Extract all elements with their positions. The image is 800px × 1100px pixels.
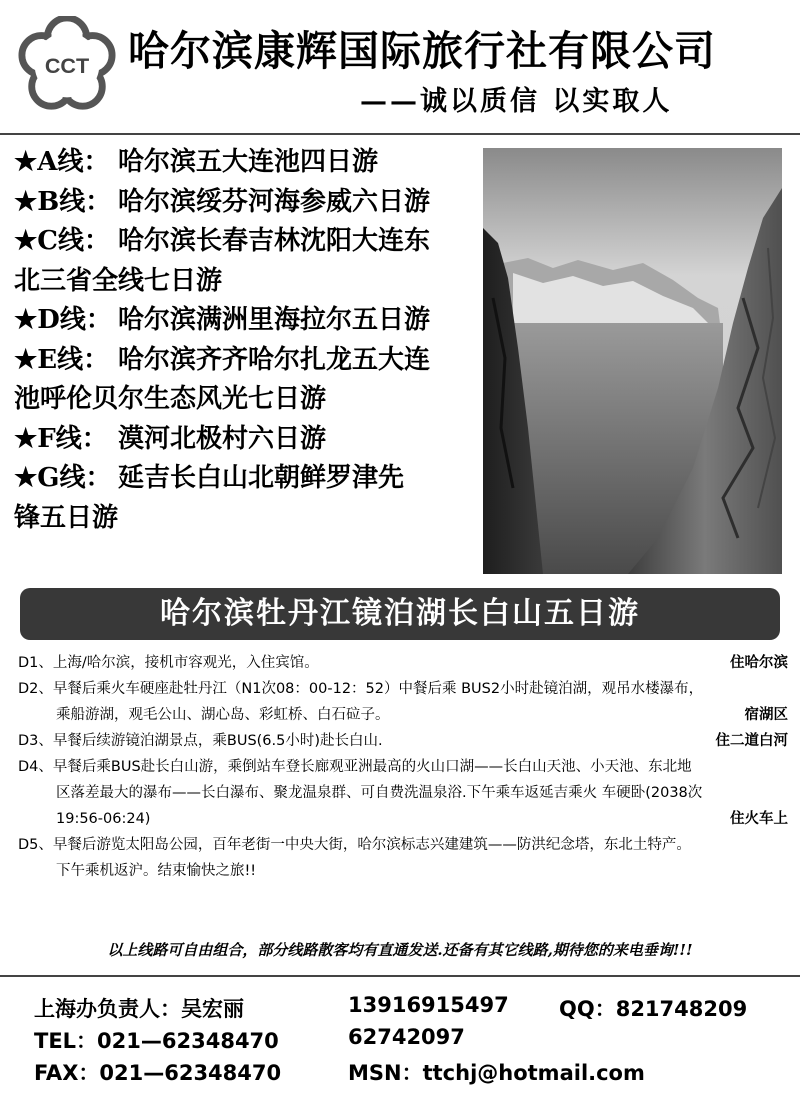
mobile-phone: 13916915497 [348,993,509,1017]
itinerary [18,650,788,884]
route-code: ★B线： [14,186,112,217]
contact-row-2 [34,1025,794,1053]
itinerary-line: 区落差最大的瀑布——长白瀑布、聚龙温泉群、可自费洗温泉浴.下午乘车返延吉乘火 车硬卧(2038次 [56,785,703,801]
route-item [14,459,484,499]
route-code: ★F线： [14,423,108,454]
itinerary-day [18,728,788,754]
itinerary-line: D3、早餐后续游镜泊湖景点，乘BUS(6.5小时)赴长白山. [18,733,383,749]
itinerary-line: D5、早餐后游览太阳岛公园，百年老街一中央大街，哈尔滨标志兴建建筑——防洪纪念塔，东北土特产。 [18,837,691,853]
accommodation: 住火车上 [730,811,788,827]
tel-number-2: 62742097 [348,1025,465,1049]
route-name: 池呼伦贝尔生态风光七日游 [14,384,327,414]
cct-logo-icon [18,16,116,114]
route-item [14,222,484,262]
route-name: 哈尔滨长春吉林沈阳大连东 [118,226,431,256]
contact-row-3 [34,1057,794,1085]
itinerary-line: 下午乘机返沪。结束愉快之旅!! [56,863,257,879]
logo-text: CCT [44,52,90,78]
header [0,0,800,133]
route-code: ★C线： [14,226,111,256]
route-name: 漠河北极村六日游 [118,423,327,454]
contact-row-1 [34,993,794,1021]
company-name: 哈尔滨康辉国际旅行社有限公司 [128,27,716,75]
route-name: 哈尔滨五大连池四日游 [118,147,379,177]
route-name: 锋五日游 [14,502,119,533]
accommodation: 住二道白河 [715,733,788,749]
route-code: ★E线： [14,344,110,375]
route-name: 北三省全线七日游 [14,265,223,296]
itinerary-line: D2、早餐后乘火车硬座赴牡丹江（N1次08：00-12：52）中餐后乘 BUS2小时赴镜泊湖，观吊水楼瀑布， [18,681,704,697]
qq-number: QQ：821748209 [559,997,748,1021]
tianchi-lake-photo [483,148,782,574]
fax-number: FAX：021—62348470 [34,1061,282,1085]
itinerary-day [18,754,788,832]
msn-address: MSN：ttchj@hotmail.com [348,1061,645,1085]
header-divider [0,133,800,135]
footer-divider [0,975,800,977]
itinerary-day [18,650,788,676]
route-item [14,262,484,302]
itinerary-day [18,832,788,884]
itinerary-line: D1、上海/哈尔滨，接机市容观光，入住宾馆。 [18,655,319,671]
route-item [14,143,484,183]
route-item [14,420,484,460]
note-text: 以上线路可自由组合，部分线路散客均有直通发送.还备有其它线路,期待您的来电垂询!!! [107,941,693,959]
accommodation: 住哈尔滨 [730,655,788,671]
route-name: 哈尔滨绥芬河海参威六日游 [118,186,431,217]
itinerary-line: 19:56-06:24) [56,811,151,827]
route-name: 哈尔滨满洲里海拉尔五日游 [118,305,431,335]
route-item [14,301,484,341]
contact-person: 上海办负责人：吴宏丽 [34,997,244,1021]
route-list [14,143,484,538]
route-code: ★A线： [14,147,110,177]
itinerary-day [18,676,788,728]
accommodation: 宿湖区 [744,707,788,723]
route-item [14,183,484,223]
itinerary-line: D4、早餐后乘BUS赴长白山游，乘倒站车登长廊观亚洲最高的火山口湖——长白山天池、小天池、东北地 [18,759,692,775]
route-name: 哈尔滨齐齐哈尔扎龙五大连 [118,344,431,375]
tel-number: TEL：021—62348470 [34,1029,279,1053]
route-name: 延吉长白山北朝鲜罗津先 [118,463,405,493]
route-code: ★G线： [14,463,112,493]
route-item [14,380,484,420]
route-item [14,499,484,539]
slogan: ——诚以质信 以实取人 [360,86,673,117]
route-code: ★D线： [14,305,112,335]
route-item [14,341,484,381]
tour-title-banner: 哈尔滨牡丹江镜泊湖长白山五日游 [20,588,780,640]
itinerary-line: 乘船游湖，观毛公山、湖心岛、彩虹桥、白石砬子。 [56,707,390,723]
